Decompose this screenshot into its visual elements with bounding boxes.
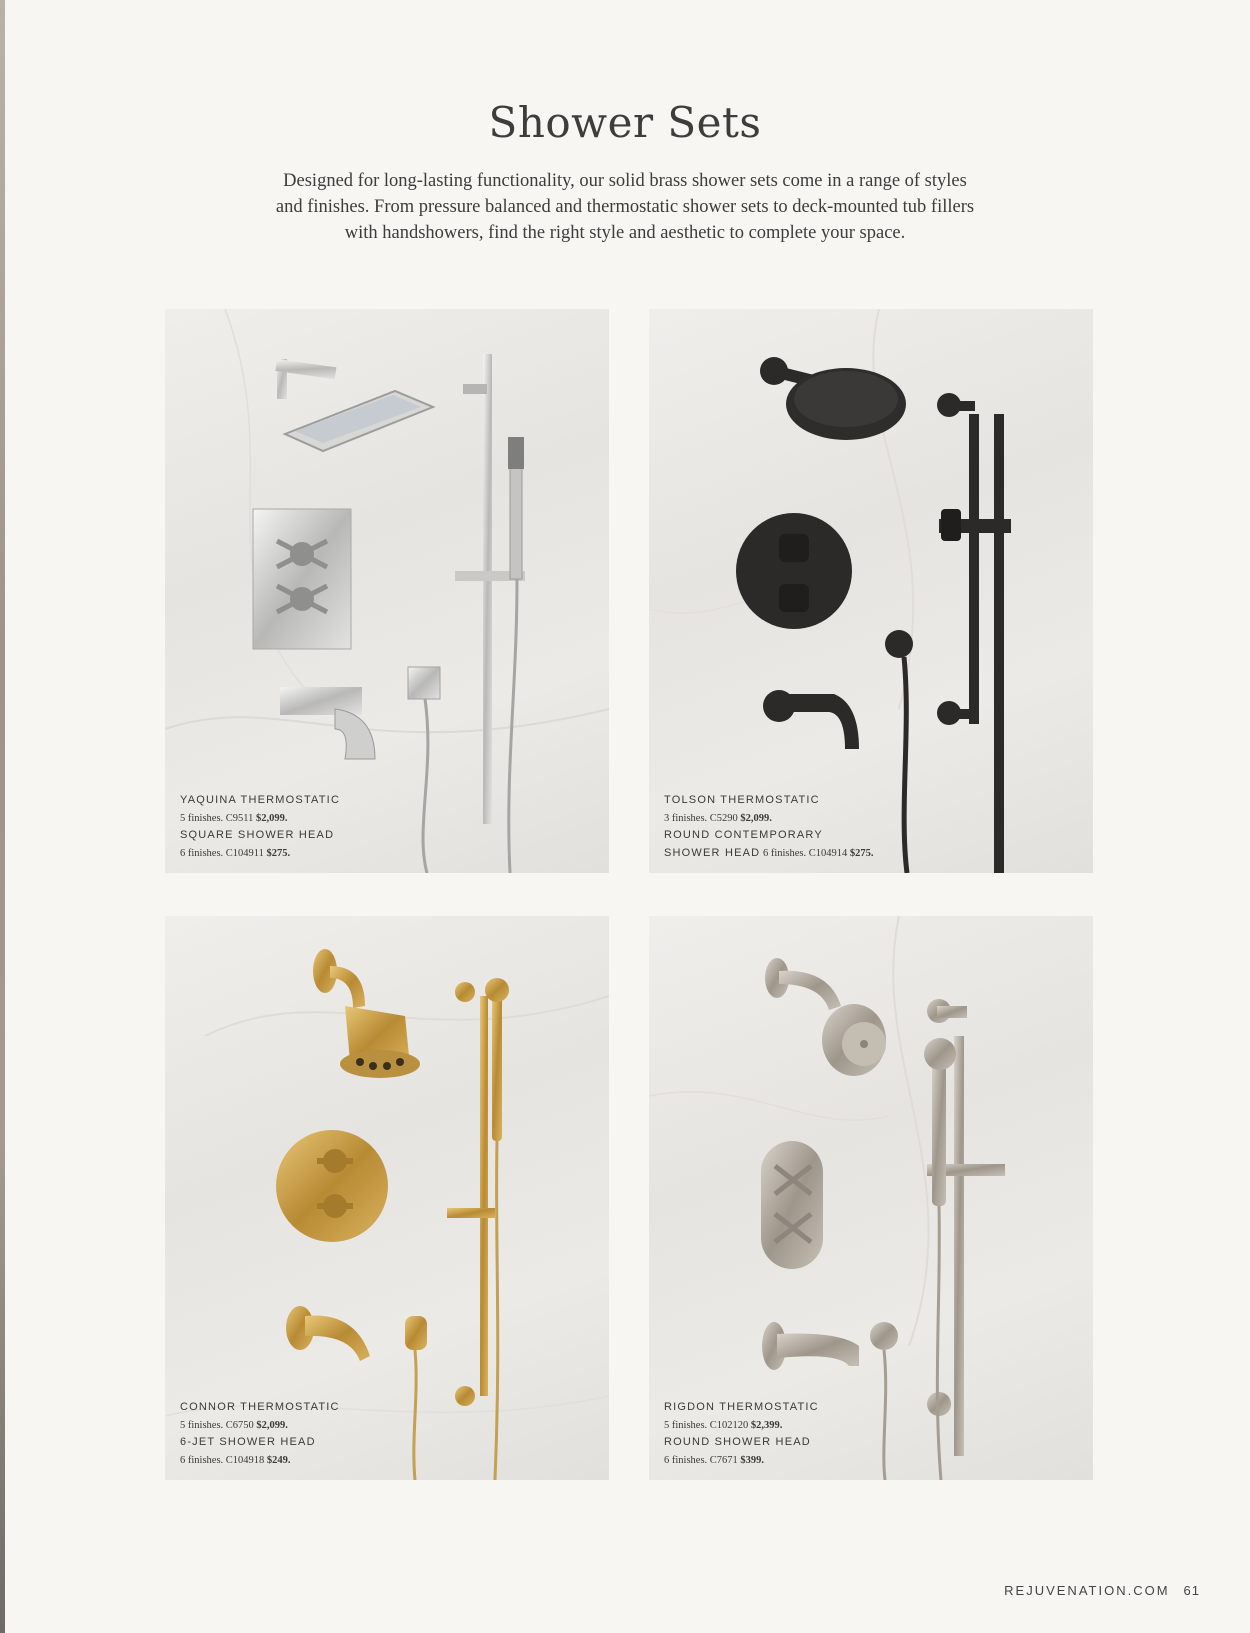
intro-line: with handshowers, find the right style and aesthetic to complete your space. xyxy=(344,223,906,243)
yaquina-shower-set-photo xyxy=(165,309,609,873)
product-card-connor[interactable] xyxy=(165,916,609,1480)
product-card-yaquina[interactable] xyxy=(165,309,609,873)
intro-paragraph xyxy=(225,168,1025,246)
connor-caption xyxy=(180,1399,340,1469)
set-price: $2,399. xyxy=(750,1419,783,1431)
head-details xyxy=(180,1452,340,1470)
set-details xyxy=(664,1417,819,1435)
set-finishes: 5 finishes. C6750 xyxy=(180,1419,254,1431)
head-name: 6-JET SHOWER HEAD xyxy=(180,1436,316,1448)
site-link[interactable]: REJUVENATION.COM xyxy=(1004,1583,1170,1598)
head-price: $399. xyxy=(740,1454,765,1466)
head-price: $249. xyxy=(266,1454,291,1466)
set-details xyxy=(180,1417,340,1435)
set-finishes: 3 finishes. C5290 xyxy=(664,812,738,824)
set-details xyxy=(664,810,874,828)
set-price: $2,099. xyxy=(256,812,288,824)
head-price: $275. xyxy=(266,847,291,859)
set-finishes: 5 finishes. C9511 xyxy=(180,812,254,824)
set-price: $2,099. xyxy=(256,1419,288,1431)
intro-line: and finishes. From pressure balanced and thermostatic shower sets to deck-mounted tub fillers xyxy=(275,197,975,217)
head-details xyxy=(664,1452,819,1470)
set-name: RIGDON THERMOSTATIC xyxy=(664,1401,819,1413)
page-title: Shower Sets xyxy=(488,98,762,147)
tolson-caption xyxy=(664,792,874,862)
head-name: SQUARE SHOWER HEAD xyxy=(180,829,335,841)
set-details xyxy=(180,810,340,828)
product-card-rigdon[interactable] xyxy=(649,916,1093,1480)
tolson-shower-set-photo xyxy=(649,309,1093,873)
yaquina-caption xyxy=(180,792,340,862)
head-finishes: 6 finishes. C104914 xyxy=(762,847,848,859)
set-finishes: 5 finishes. C102120 xyxy=(664,1419,749,1431)
set-name: CONNOR THERMOSTATIC xyxy=(180,1401,340,1413)
head-name: ROUND SHOWER HEAD xyxy=(664,1436,811,1448)
rigdon-shower-set-photo xyxy=(649,916,1093,1480)
head-details xyxy=(664,845,874,863)
page-number: 61 xyxy=(1183,1583,1200,1598)
head-price: $275. xyxy=(849,847,874,859)
head-finishes: 6 finishes. C104911 xyxy=(180,847,264,859)
set-name: TOLSON THERMOSTATIC xyxy=(664,794,820,806)
head-finishes: 6 finishes. C104918 xyxy=(180,1454,265,1466)
page-footer xyxy=(1004,1583,1200,1598)
rigdon-caption xyxy=(664,1399,819,1469)
connor-shower-set-photo xyxy=(165,916,609,1480)
set-price: $2,099. xyxy=(740,812,772,824)
intro-line: Designed for long-lasting functionality, our solid brass shower sets come in a range of styles xyxy=(283,171,967,191)
head-details xyxy=(180,845,340,863)
head-name: ROUND CONTEMPORARY xyxy=(664,829,823,841)
head-name-line2: SHOWER HEAD xyxy=(664,846,761,859)
page-edge xyxy=(0,0,5,1633)
product-card-tolson[interactable] xyxy=(649,309,1093,873)
set-name: YAQUINA THERMOSTATIC xyxy=(180,794,341,806)
head-finishes: 6 finishes. C7671 xyxy=(664,1454,738,1466)
